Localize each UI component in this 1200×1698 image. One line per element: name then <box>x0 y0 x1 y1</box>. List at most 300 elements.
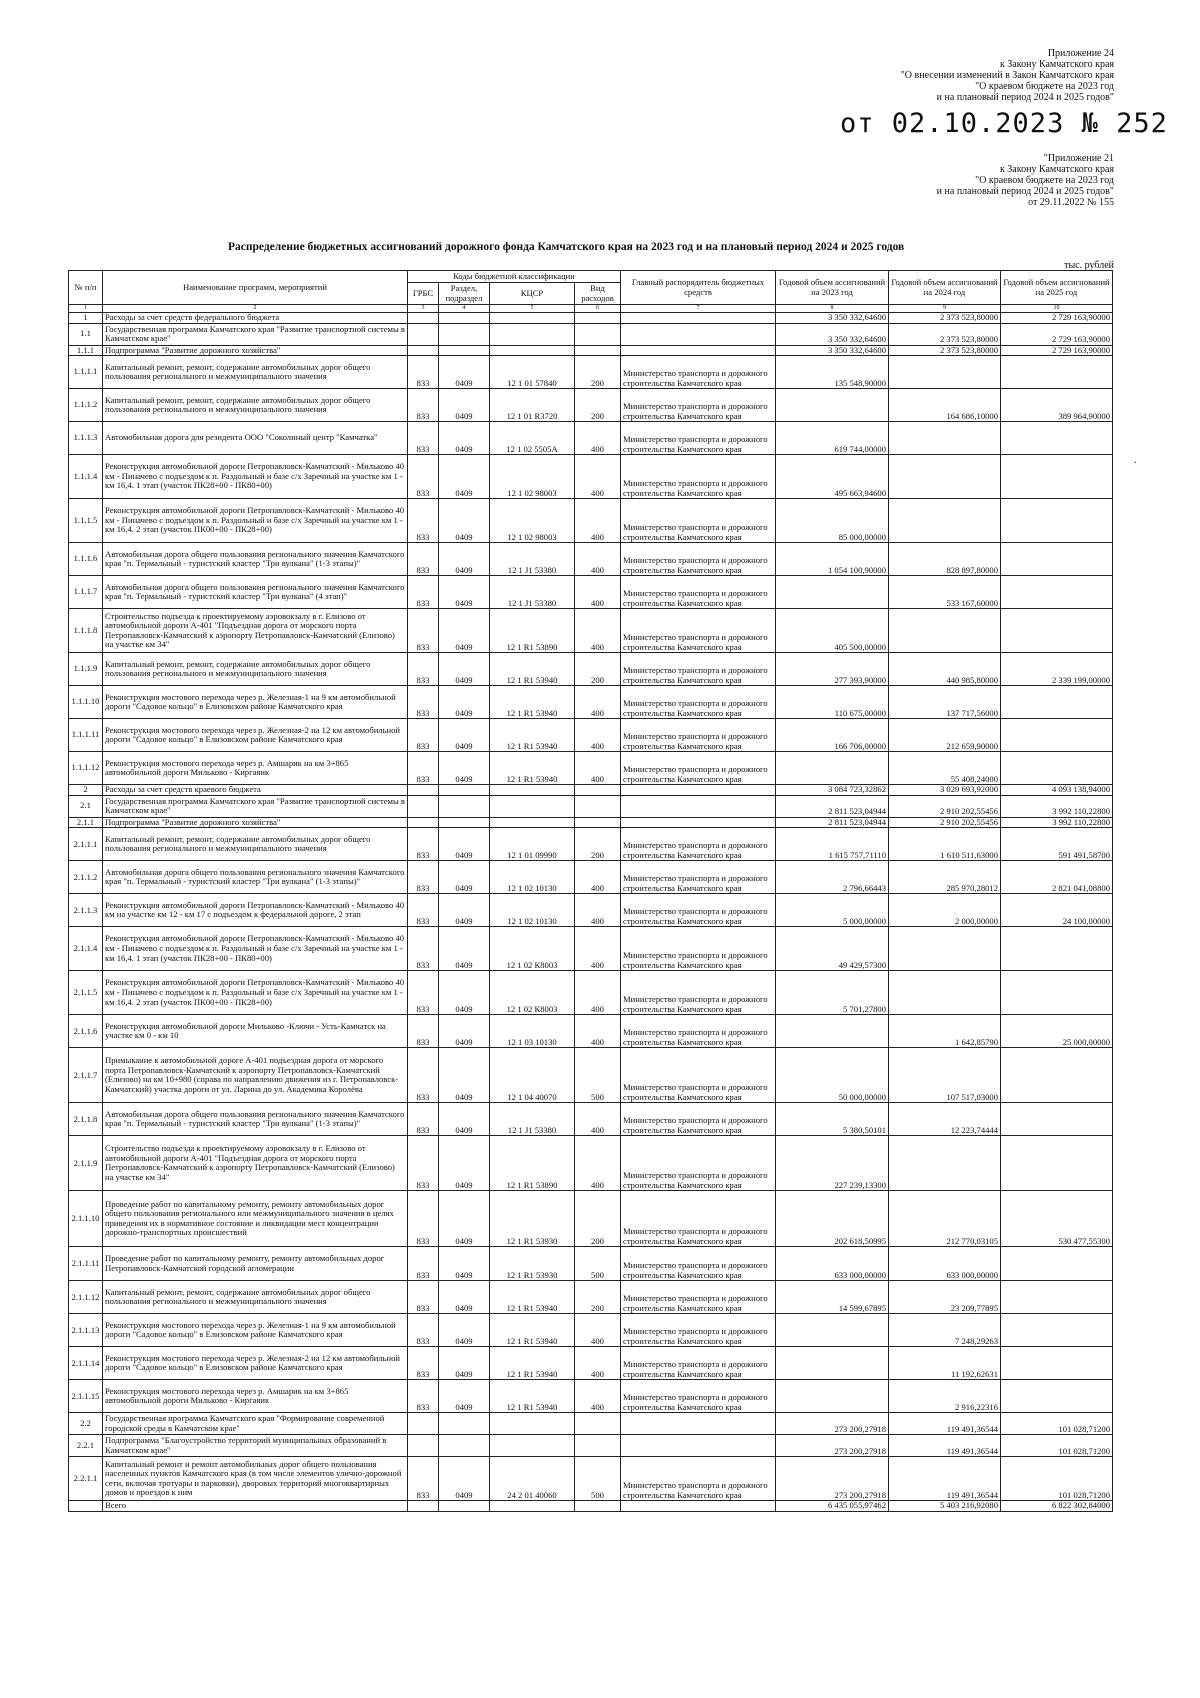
cell-name: Реконструкция мостового перехода через р. Железная-2 на 12 км автомобильной дороги "Садовое кольцо" в Елизовском районе Камчатского края <box>103 1347 408 1380</box>
cell-sec: 0409 <box>439 455 490 499</box>
col-header-kcsr: КЦСР <box>490 283 575 305</box>
cell-grbs: 833 <box>408 828 439 861</box>
cell-v1: 273 200,27918 <box>776 1457 889 1501</box>
table-row <box>69 1314 1113 1347</box>
cell-no: 2.1.1.1 <box>69 828 103 861</box>
cell-owner: Министерство транспорта и дорожного строительства Камчатского края <box>621 609 776 653</box>
cell-v2: 1 642,85790 <box>889 1015 1001 1048</box>
cell-name: Капитальный ремонт и ремонт автомобильных дорог общего пользования населенных пунктов Камчатского края (в том числе элементов улично-дорожной сети, включая тротуары и парковки), дворовых территорий многоквартирных домов и проездов к ним <box>103 1457 408 1501</box>
cell-grbs: 833 <box>408 971 439 1015</box>
cell-v1: 3 350 332,64600 <box>776 313 889 324</box>
cell-v1 <box>776 1347 889 1380</box>
cell-name: Капитальный ремонт, ремонт, содержание автомобильных дорог общего пользования регионального и межмуниципального значения <box>103 356 408 389</box>
cell-name: Автомобильная дорога для резидента ООО "Соколиный центр "Камчатка" <box>103 422 408 455</box>
table-row <box>69 1015 1113 1048</box>
cell-name: Реконструкция автомобильной дороги Петропавловск-Камчатский - Мильково 40 км - Пиначево с подъездом к п. Раздольный и базе с/х Заречный на участке км 1 - км 16,4. 2 этап (участок ПК00+00 - ПК28+00) <box>103 971 408 1015</box>
cell-v2: 55 408,24000 <box>889 752 1001 785</box>
cell-vr: 400 <box>575 861 621 894</box>
table-row <box>69 1435 1113 1457</box>
cell-sec <box>439 345 490 356</box>
cell-no: 1.1.1.4 <box>69 455 103 499</box>
cell-name: Реконструкция автомобильной дороги Мильково -Ключи - Усть-Камчатск на участке км 0 - км 10 <box>103 1015 408 1048</box>
cell-sec: 0409 <box>439 1347 490 1380</box>
col-header-2025: Годовой объем ассигнований на 2025 год <box>1001 271 1113 305</box>
cell-v1: 277 393,90000 <box>776 653 889 686</box>
cell-name: Подпрограмма "Развитие дорожного хозяйства" <box>103 817 408 828</box>
cell-kcsr: 12 1 R1 53930 <box>490 1191 575 1247</box>
cell-no: 2.2.1 <box>69 1435 103 1457</box>
cell-v3: 2 729 163,90000 <box>1001 313 1113 324</box>
cell-owner: Министерство транспорта и дорожного строительства Камчатского края <box>621 1457 776 1501</box>
date-number-stamp: от 02.10.2023 № 252 <box>840 108 1168 139</box>
table-row <box>69 1136 1113 1191</box>
cell-v1: 2 811 523,04944 <box>776 817 889 828</box>
cell-v1 <box>776 752 889 785</box>
cell-kcsr <box>490 795 575 817</box>
cell-v3 <box>1001 1380 1113 1413</box>
cell-kcsr: 12 1 J1 53380 <box>490 576 575 609</box>
cell-sec: 0409 <box>439 389 490 422</box>
cell-grbs: 833 <box>408 422 439 455</box>
cell-owner: Министерство транспорта и дорожного строительства Камчатского края <box>621 1314 776 1347</box>
cell-kcsr: 12 1 J1 53380 <box>490 543 575 576</box>
table-row <box>69 1413 1113 1435</box>
cell-no: 1.1.1.11 <box>69 719 103 752</box>
cell-v1: 85 000,00000 <box>776 499 889 543</box>
cell-v3 <box>1001 1103 1113 1136</box>
cell-no: 1.1.1.12 <box>69 752 103 785</box>
cell-name: Расходы за счет средств федерального бюджета <box>103 313 408 324</box>
table-row <box>69 543 1113 576</box>
cell-v1: 135 548,90000 <box>776 356 889 389</box>
cell-v1: 49 429,57300 <box>776 927 889 971</box>
cell-v1 <box>776 389 889 422</box>
cell-v2: 119 491,36544 <box>889 1457 1001 1501</box>
scan-mark: . <box>1134 455 1137 466</box>
cell-kcsr <box>490 785 575 796</box>
cell-kcsr: 12 1 02 98003 <box>490 455 575 499</box>
cell-owner <box>621 785 776 796</box>
cell-v3: 530 477,55300 <box>1001 1191 1113 1247</box>
cell-v1: 6 435 055,97462 <box>776 1501 889 1512</box>
cell-name: Реконструкция автомобильной дороги Петропавловск-Камчатский - Мильково 40 км - Пиначево с подъездом к п. Раздольный и базе с/х Заречный на участке км 1 - км 16,4. 1 этап (участок ПК28+00 - ПК80+00) <box>103 927 408 971</box>
cell-grbs: 833 <box>408 752 439 785</box>
cell-no: 1 <box>69 313 103 324</box>
cell-kcsr <box>490 345 575 356</box>
cell-grbs <box>408 795 439 817</box>
cell-v2: 3 029 693,92000 <box>889 785 1001 796</box>
table-row <box>69 795 1113 817</box>
cell-vr: 200 <box>575 389 621 422</box>
cell-v3: 2 821 041,08800 <box>1001 861 1113 894</box>
cell-vr: 400 <box>575 1103 621 1136</box>
appendix-line: "О краевом бюджете на 2023 год <box>975 81 1114 92</box>
cell-kcsr <box>490 1413 575 1435</box>
cell-vr: 200 <box>575 653 621 686</box>
col-index: 8 <box>776 305 889 313</box>
cell-grbs: 833 <box>408 861 439 894</box>
cell-v1: 495 663,94600 <box>776 455 889 499</box>
cell-grbs: 833 <box>408 927 439 971</box>
cell-grbs: 833 <box>408 1048 439 1103</box>
cell-name: Проведение работ по капитальному ремонту, ремонту автомобильных дорог общего пользования регионального или межмуниципального значения в целях приведения их в нормативное состояние и ликвидации мест концентрации дорожно-транспортных происшествий <box>103 1191 408 1247</box>
cell-owner: Министерство транспорта и дорожного строительства Камчатского края <box>621 455 776 499</box>
cell-vr: 500 <box>575 1247 621 1281</box>
cell-v2 <box>889 499 1001 543</box>
cell-name: Автомобильная дорога общего пользования регионального значения Камчатского края "п. Термальный - туристский кластер "Три вулкана" (1-3 этапы)" <box>103 543 408 576</box>
cell-grbs: 833 <box>408 1380 439 1413</box>
cell-sec: 0409 <box>439 686 490 719</box>
table-row <box>69 1281 1113 1314</box>
cell-owner: Министерство транспорта и дорожного строительства Камчатского края <box>621 499 776 543</box>
cell-kcsr: 12 1 02 10130 <box>490 894 575 927</box>
cell-owner <box>621 795 776 817</box>
col-header-section: Раздел, подраздел <box>439 283 490 305</box>
cell-no: 1.1.1.8 <box>69 609 103 653</box>
cell-vr: 400 <box>575 422 621 455</box>
cell-grbs: 833 <box>408 1457 439 1501</box>
cell-v1: 14 599,67895 <box>776 1281 889 1314</box>
cell-v2: 633 000,00000 <box>889 1247 1001 1281</box>
cell-name: Строительство подъезда к проектируемому аэровокзалу в г. Елизово от автомобильной дороги А-401 "Подъездная дорога от морского порта Петропавловск-Камчатский к аэропорту Петропавловск-Камчатский (Елизово) на участке км 34" <box>103 609 408 653</box>
cell-owner: Министерство транспорта и дорожного строительства Камчатского края <box>621 422 776 455</box>
cell-sec: 0409 <box>439 1191 490 1247</box>
cell-v3: 101 028,71200 <box>1001 1457 1113 1501</box>
cell-kcsr: 12 1 01 09990 <box>490 828 575 861</box>
cell-grbs <box>408 785 439 796</box>
cell-v1: 2 811 523,04944 <box>776 795 889 817</box>
cell-no: 2.1.1.8 <box>69 1103 103 1136</box>
col-header-2024: Годовой объем ассигнований на 2024 год <box>889 271 1001 305</box>
cell-v3 <box>1001 971 1113 1015</box>
cell-v2: 137 717,56000 <box>889 686 1001 719</box>
col-index: 6 <box>575 305 621 313</box>
cell-no: 2.1.1.3 <box>69 894 103 927</box>
cell-grbs <box>408 817 439 828</box>
cell-vr: 400 <box>575 1380 621 1413</box>
cell-vr: 200 <box>575 828 621 861</box>
table-row <box>69 323 1113 345</box>
cell-name: Реконструкция мостового перехода через р. Железная-2 на 12 км автомобильной дороги "Садовое кольцо" в Елизовском районе Камчатского края <box>103 719 408 752</box>
cell-kcsr: 12 1 R1 53940 <box>490 1380 575 1413</box>
cell-name: Автомобильная дорога общего пользования регионального значения Камчатского края "п. Термальный - туристский кластер "Три вулкана" (4 этап)" <box>103 576 408 609</box>
cell-v1: 3 084 723,32862 <box>776 785 889 796</box>
cell-v3 <box>1001 752 1113 785</box>
cell-vr: 400 <box>575 686 621 719</box>
cell-vr: 500 <box>575 1048 621 1103</box>
cell-v3: 2 729 163,90000 <box>1001 345 1113 356</box>
cell-v1: 633 000,00000 <box>776 1247 889 1281</box>
cell-v1: 619 744,00000 <box>776 422 889 455</box>
cell-v1: 5 000,00000 <box>776 894 889 927</box>
cell-vr <box>575 1435 621 1457</box>
col-index: 10 <box>1001 305 1113 313</box>
cell-vr: 400 <box>575 1314 621 1347</box>
cell-no: 2.1.1.9 <box>69 1136 103 1191</box>
cell-owner: Министерство транспорта и дорожного строительства Камчатского края <box>621 653 776 686</box>
cell-sec: 0409 <box>439 422 490 455</box>
table-row <box>69 1048 1113 1103</box>
cell-kcsr: 12 1 R1 53940 <box>490 719 575 752</box>
cell-no: 1.1.1.9 <box>69 653 103 686</box>
cell-grbs: 833 <box>408 576 439 609</box>
cell-sec: 0409 <box>439 499 490 543</box>
cell-no: 1.1.1 <box>69 345 103 356</box>
cell-no: 2.1.1.11 <box>69 1247 103 1281</box>
cell-owner: Министерство транспорта и дорожного строительства Камчатского края <box>621 1103 776 1136</box>
appendix-line: "О внесении изменений в Закон Камчатского края <box>900 70 1114 81</box>
cell-name: Капитальный ремонт, ремонт, содержание автомобильных дорог общего пользования регионального и межмуниципального значения <box>103 653 408 686</box>
cell-sec: 0409 <box>439 828 490 861</box>
cell-v1: 202 618,50995 <box>776 1191 889 1247</box>
col-header-vr: Вид расходов <box>575 283 621 305</box>
cell-sec: 0409 <box>439 927 490 971</box>
cell-v2: 11 192,62631 <box>889 1347 1001 1380</box>
cell-grbs: 833 <box>408 686 439 719</box>
cell-v3: 24 100,00000 <box>1001 894 1113 927</box>
cell-v3 <box>1001 422 1113 455</box>
cell-v3: 3 992 110,22800 <box>1001 795 1113 817</box>
cell-no: 1.1.1.10 <box>69 686 103 719</box>
prev-line: "Приложение 21 <box>1043 153 1114 164</box>
cell-v1: 50 000,00000 <box>776 1048 889 1103</box>
cell-vr <box>575 1501 621 1512</box>
cell-vr: 400 <box>575 543 621 576</box>
cell-owner: Министерство транспорта и дорожного строительства Камчатского края <box>621 927 776 971</box>
table-row <box>69 389 1113 422</box>
cell-v2: 2 373 523,80000 <box>889 345 1001 356</box>
cell-sec: 0409 <box>439 1314 490 1347</box>
cell-owner: Министерство транспорта и дорожного строительства Камчатского края <box>621 1380 776 1413</box>
cell-kcsr: 12 1 R1 53940 <box>490 1281 575 1314</box>
cell-owner: Министерство транспорта и дорожного строительства Камчатского края <box>621 1015 776 1048</box>
cell-sec: 0409 <box>439 1136 490 1191</box>
cell-v3: 6 822 302,84000 <box>1001 1501 1113 1512</box>
cell-owner: Министерство транспорта и дорожного строительства Камчатского края <box>621 828 776 861</box>
cell-vr: 200 <box>575 356 621 389</box>
cell-v2 <box>889 422 1001 455</box>
cell-sec: 0409 <box>439 971 490 1015</box>
table-row <box>69 719 1113 752</box>
cell-kcsr: 12 1 04 40070 <box>490 1048 575 1103</box>
cell-v3: 101 028,71200 <box>1001 1413 1113 1435</box>
cell-grbs: 833 <box>408 1103 439 1136</box>
cell-kcsr: 12 1 03 10130 <box>490 1015 575 1048</box>
cell-owner: Министерство транспорта и дорожного строительства Камчатского края <box>621 1247 776 1281</box>
table-row <box>69 1347 1113 1380</box>
cell-grbs <box>408 1435 439 1457</box>
cell-owner <box>621 323 776 345</box>
cell-kcsr: 12 1 01 R3720 <box>490 389 575 422</box>
cell-name: Автомобильная дорога общего пользования регионального значения Камчатского края "п. Термальный - туристский кластер "Три вулкана" (1-3 этапы)" <box>103 861 408 894</box>
prev-line: от 29.11.2022 № 155 <box>1028 197 1114 208</box>
cell-name: Примыкание к автомобильной дороге А-401 подъездная дорога от морского порта Петропавловск-Камчатский к аэропорту Петропавловск-Камчатский (Елизово) на км 10+980 (справа по направлению движения из г. Петропавловск-Камчатский) участка дороги от ул. Ларина до ул. Академика Королёва <box>103 1048 408 1103</box>
appendix-header <box>901 48 1114 103</box>
cell-sec <box>439 817 490 828</box>
cell-v3: 101 028,71200 <box>1001 1435 1113 1457</box>
cell-v1: 3 350 332,64600 <box>776 323 889 345</box>
cell-v3 <box>1001 499 1113 543</box>
cell-v2: 440 985,80000 <box>889 653 1001 686</box>
cell-name: Реконструкция автомобильной дороги Петропавловск-Камчатский - Мильково 40 км - Пиначево с подъездом к п. Раздольный и базе с/х Заречный на участке км 1 - км 16,4. 2 этап (участок ПК00+00 - ПК28+00) <box>103 499 408 543</box>
table-row <box>69 752 1113 785</box>
cell-no: 2.1.1.4 <box>69 927 103 971</box>
cell-no: 2 <box>69 785 103 796</box>
table-row <box>69 455 1113 499</box>
cell-grbs <box>408 345 439 356</box>
table-row <box>69 894 1113 927</box>
cell-grbs: 833 <box>408 719 439 752</box>
cell-v1 <box>776 1380 889 1413</box>
cell-no <box>69 1501 103 1512</box>
cell-v1: 273 200,27918 <box>776 1435 889 1457</box>
table-row <box>69 345 1113 356</box>
cell-owner: Министерство транспорта и дорожного строительства Камчатского края <box>621 543 776 576</box>
cell-sec <box>439 1435 490 1457</box>
cell-sec: 0409 <box>439 1380 490 1413</box>
cell-vr: 400 <box>575 752 621 785</box>
cell-owner: Министерство транспорта и дорожного строительства Камчатского края <box>621 1347 776 1380</box>
cell-v3 <box>1001 1281 1113 1314</box>
cell-kcsr: 12 1 02 К8003 <box>490 927 575 971</box>
cell-v2 <box>889 927 1001 971</box>
cell-vr: 500 <box>575 1457 621 1501</box>
cell-no: 2.2.1.1 <box>69 1457 103 1501</box>
cell-grbs <box>408 323 439 345</box>
allocation-table <box>68 270 1113 1512</box>
cell-no: 1.1.1.5 <box>69 499 103 543</box>
cell-kcsr: 12 1 02 К8003 <box>490 971 575 1015</box>
cell-name: Расходы за счет средств краевого бюджета <box>103 785 408 796</box>
cell-name: Капитальный ремонт, ремонт, содержание автомобильных дорог общего пользования регионального и межмуниципального значения <box>103 389 408 422</box>
table-row <box>69 861 1113 894</box>
prev-line: и на плановый период 2024 и 2025 годов" <box>936 186 1114 197</box>
cell-v2 <box>889 1136 1001 1191</box>
cell-name: Реконструкция автомобильной дороги Петропавловск-Камчатский - Мильково 40 км на участке км 12 - км 17 с подъездом к федеральной дороге, 2 этап <box>103 894 408 927</box>
cell-kcsr: 12 1 01 57840 <box>490 356 575 389</box>
document-title: Распределение бюджетных ассигнований дорожного фонда Камчатского края на 2023 год и на плановый период 2024 и 2025 годов <box>228 241 905 253</box>
cell-v3: 389 964,90000 <box>1001 389 1113 422</box>
cell-v2: 2 000,00000 <box>889 894 1001 927</box>
cell-sec: 0409 <box>439 861 490 894</box>
col-index: 7 <box>621 305 776 313</box>
cell-vr: 200 <box>575 1191 621 1247</box>
cell-kcsr: 12 1 R1 53890 <box>490 609 575 653</box>
cell-v2: 533 167,60000 <box>889 576 1001 609</box>
cell-sec: 0409 <box>439 1281 490 1314</box>
cell-v2: 285 970,28012 <box>889 861 1001 894</box>
cell-v2: 119 491,36544 <box>889 1413 1001 1435</box>
cell-no: 2.2 <box>69 1413 103 1435</box>
cell-owner: Министерство транспорта и дорожного строительства Камчатского края <box>621 1191 776 1247</box>
cell-v2: 2 916,22316 <box>889 1380 1001 1413</box>
cell-grbs <box>408 1501 439 1512</box>
cell-grbs: 833 <box>408 1015 439 1048</box>
cell-name: Государственная программа Камчатского края "Развитие транспортной системы в Камчатском крае" <box>103 795 408 817</box>
cell-v2: 2 373 523,80000 <box>889 323 1001 345</box>
cell-no: 2.1 <box>69 795 103 817</box>
cell-vr <box>575 785 621 796</box>
cell-v3 <box>1001 1136 1113 1191</box>
cell-sec: 0409 <box>439 1457 490 1501</box>
cell-sec <box>439 313 490 324</box>
cell-vr: 400 <box>575 1136 621 1191</box>
cell-no: 2.1.1.12 <box>69 1281 103 1314</box>
col-index: 9 <box>889 305 1001 313</box>
cell-grbs <box>408 1413 439 1435</box>
cell-kcsr <box>490 1501 575 1512</box>
cell-grbs: 833 <box>408 1191 439 1247</box>
cell-grbs <box>408 313 439 324</box>
table-row <box>69 576 1113 609</box>
cell-sec: 0409 <box>439 653 490 686</box>
cell-kcsr: 12 1 R1 53940 <box>490 752 575 785</box>
cell-sec: 0409 <box>439 1015 490 1048</box>
cell-v2: 1 610 511,63000 <box>889 828 1001 861</box>
cell-v3: 2 339 199,00000 <box>1001 653 1113 686</box>
cell-no: 1.1.1.7 <box>69 576 103 609</box>
cell-owner: Министерство транспорта и дорожного строительства Камчатского края <box>621 1048 776 1103</box>
cell-v2: 23 209,77895 <box>889 1281 1001 1314</box>
cell-vr <box>575 795 621 817</box>
cell-grbs: 833 <box>408 1281 439 1314</box>
cell-owner <box>621 1435 776 1457</box>
cell-name: Капитальный ремонт, ремонт, содержание автомобильных дорог общего пользования регионального и межмуниципального значения <box>103 828 408 861</box>
table-row <box>69 817 1113 828</box>
col-header-2023: Годовой объем ассигнований на 2023 год <box>776 271 889 305</box>
table-row <box>69 609 1113 653</box>
cell-grbs: 833 <box>408 356 439 389</box>
cell-sec: 0409 <box>439 609 490 653</box>
cell-vr <box>575 323 621 345</box>
cell-no: 1.1.1.2 <box>69 389 103 422</box>
table-row <box>69 356 1113 389</box>
cell-grbs: 833 <box>408 389 439 422</box>
cell-v3 <box>1001 576 1113 609</box>
table-row <box>69 1103 1113 1136</box>
appendix-line: Приложение 24 <box>1047 48 1114 59</box>
table-row <box>69 1380 1113 1413</box>
cell-vr <box>575 313 621 324</box>
cell-vr: 400 <box>575 971 621 1015</box>
cell-v2 <box>889 356 1001 389</box>
cell-sec <box>439 323 490 345</box>
cell-v3 <box>1001 1314 1113 1347</box>
cell-v1 <box>776 576 889 609</box>
cell-name: Подпрограмма "Развитие дорожного хозяйства" <box>103 345 408 356</box>
cell-v3 <box>1001 719 1113 752</box>
cell-v3 <box>1001 1347 1113 1380</box>
cell-no: 1.1.1.1 <box>69 356 103 389</box>
cell-no: 2.1.1.14 <box>69 1347 103 1380</box>
cell-owner: Министерство транспорта и дорожного строительства Камчатского края <box>621 861 776 894</box>
cell-name: Государственная программа Камчатского края "Формирование современной городской среды в Камчатском крае" <box>103 1413 408 1435</box>
cell-sec: 0409 <box>439 1247 490 1281</box>
cell-no: 2.1.1.15 <box>69 1380 103 1413</box>
cell-sec <box>439 1413 490 1435</box>
cell-v3 <box>1001 356 1113 389</box>
cell-kcsr <box>490 817 575 828</box>
cell-name: Автомобильная дорога общего пользования регионального значения Камчатского края "п. Термальный - туристский кластер "Три вулкана" (1-3 этапы)" <box>103 1103 408 1136</box>
cell-vr: 400 <box>575 1347 621 1380</box>
cell-no: 2.1.1.5 <box>69 971 103 1015</box>
cell-grbs: 833 <box>408 1247 439 1281</box>
cell-grbs: 833 <box>408 499 439 543</box>
cell-owner: Министерство транспорта и дорожного строительства Камчатского края <box>621 356 776 389</box>
cell-kcsr: 12 1 02 5505А <box>490 422 575 455</box>
cell-kcsr: 24 2 01 40060 <box>490 1457 575 1501</box>
col-index: 2 <box>103 305 408 313</box>
